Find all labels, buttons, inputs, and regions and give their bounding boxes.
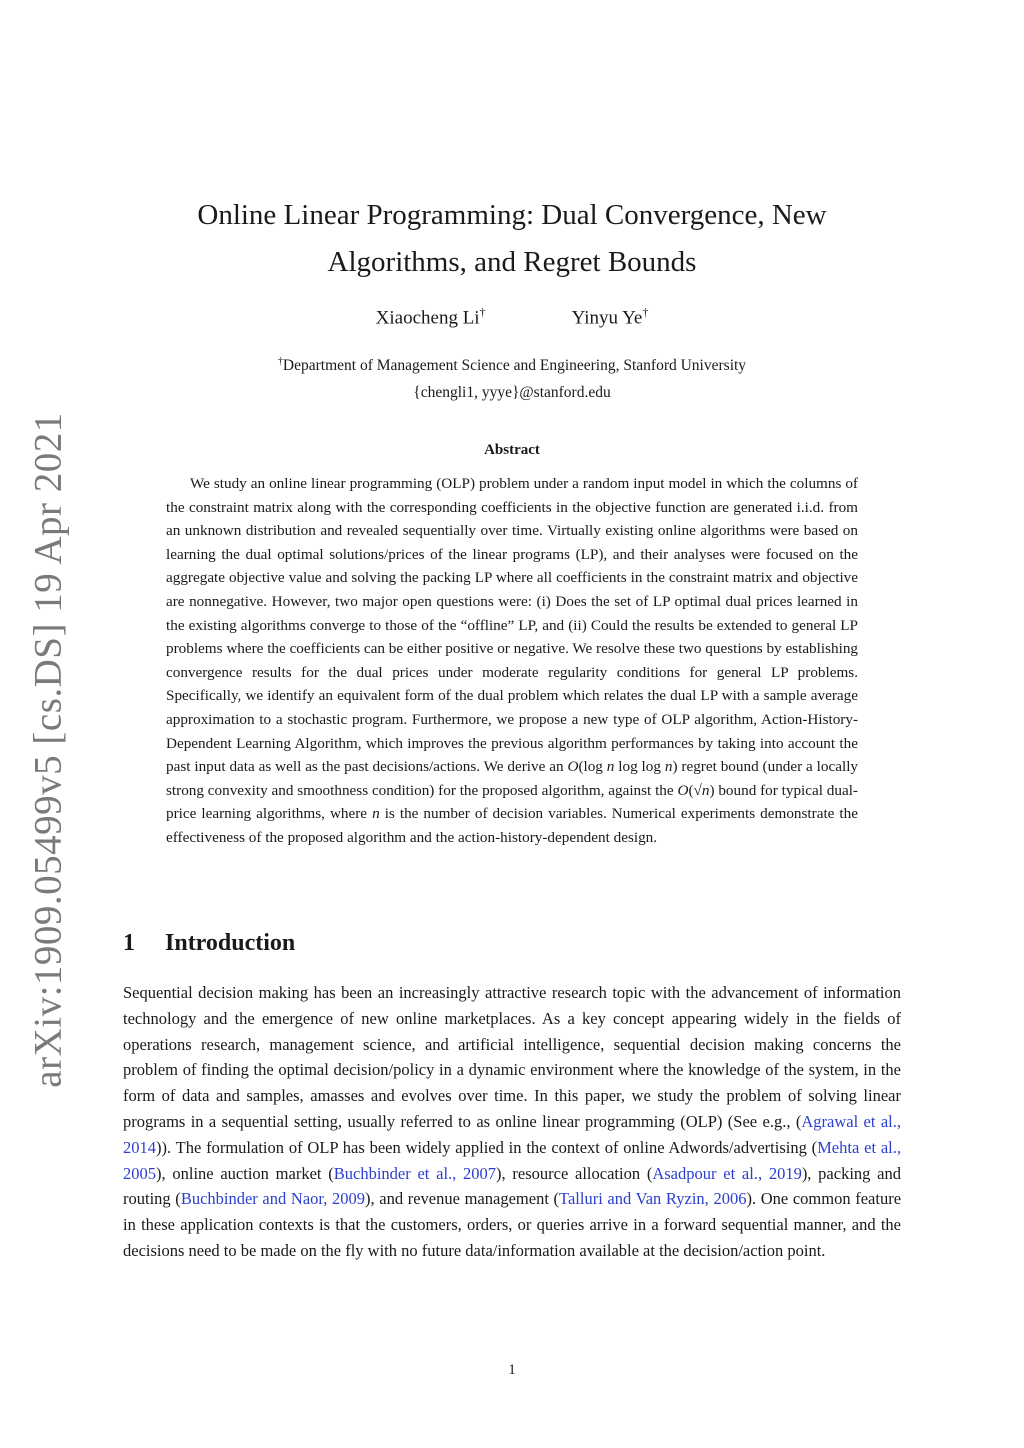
author: Xiaocheng Li† [375, 305, 486, 329]
section-heading: 1 Introduction [123, 930, 296, 956]
regret-bound-formula: O(log n log log n) [567, 758, 678, 776]
citation-link[interactable]: Talluri and Van Ryzin, 2006 [559, 1189, 747, 1209]
affiliation: †Department of Management Science and Engineering, Stanford University [277, 356, 747, 375]
abstract-body: We study an online linear programming (OLP) problem under a random input model in which the columns of the constraint matrix along with the corresponding coefficients in the objective function are generated i.i.d. from an unknown distribution and revealed sequentially over time. Virtually existing online algorithms were based on learning the dual optimal solutions/prices of the linear programs (LP), and their analyses were focused on the aggregate objective value and solving the packing LP where all coefficients in the constraint matrix and objective are nonnegative. However, two major open questions were: (i) Does the set of LP optimal dual prices learned in the existing algorithms converge to those of the “offline” LP, and (ii) Could the results be extended to general LP problems where the coefficients can be either positive or negative. We resolve these two questions by establishing convergence results for the dual prices under moderate regularity conditions for general LP problems. Specifically, we identify an equivalent form of the dual problem which relates the dual LP with a sample average approximation to a stochastic program. Furthermore, we propose a new type of OLP algorithm, Action-History-Dependent Learning Algorithm, which improves the previous algorithm performances by taking into account the past input data as well as the past decisions/actions. We derive an O(log n log log n) regret bound (under a locally strong convexity and smoothness condition) for the proposed algorithm, against the O(√n) bound for typical dual-price learning algorithms, where n is the number of decision variables. Numerical experiments demonstrate the effectiveness of the proposed algorithm and the action-history-dependent design. [166, 475, 859, 846]
paper-title: Online Linear Programming: Dual Convergence, New Algorithms, and Regret Bounds [197, 199, 827, 278]
author-emails: {chengli1, yyye}@stanford.edu [413, 384, 611, 402]
intro-paragraph: Sequential decision making has been an increasingly attractive research topic with the advancement of information technology and the emergence of new online marketplaces. As a key concept appearing widely in the fields of operations research, management science, and artificial intelligence, sequential decision making concerns the problem of finding the optimal decision/policy in a dynamic environment where the knowledge of the system, in the form of data and samples, amasses and evolves over time. In this paper, we study the problem of solving linear programs in a sequential setting, usually referred to as online linear programming (OLP) (See e.g., (Agrawal et al., 2014)). The formulation of OLP has been widely applied in the context of online Adwords/advertising (Mehta et al., 2005), online auction market (Buchbinder et al., 2007), resource allocation (Asadpour et al., 2019), packing and routing (Buchbinder and Naor, 2009), and revenue management (Talluri and Van Ryzin, 2006). One common feature in these application contexts is that the customers, orders, or queries arrive in a forward sequential manner, and the decisions need to be made on the fly with no future data/information available at the decision/action point. [123, 983, 902, 1260]
author-list [0, 305, 1024, 329]
page-number: 1 [508, 1362, 516, 1378]
citation-link[interactable]: Asadpour et al., 2019 [652, 1163, 802, 1183]
citation-link[interactable]: Agrawal et al., 2014 [123, 1111, 901, 1157]
abstract-heading: Abstract [484, 442, 540, 458]
citation-link[interactable]: Buchbinder et al., 2007 [333, 1163, 497, 1183]
arxiv-sidebar [0, 0, 100, 1448]
affiliation-block [0, 348, 1024, 406]
citation-link[interactable]: Mehta et al., 2005 [123, 1137, 902, 1183]
baseline-bound-formula: O(√n) [677, 781, 715, 799]
author: Yinyu Ye† [571, 305, 649, 329]
citation-link[interactable]: Buchbinder and Naor, 2009 [180, 1189, 366, 1209]
arxiv-identifier: arXiv:1909.05499v5 [cs.DS] 19 Apr 2021 [26, 412, 70, 1088]
